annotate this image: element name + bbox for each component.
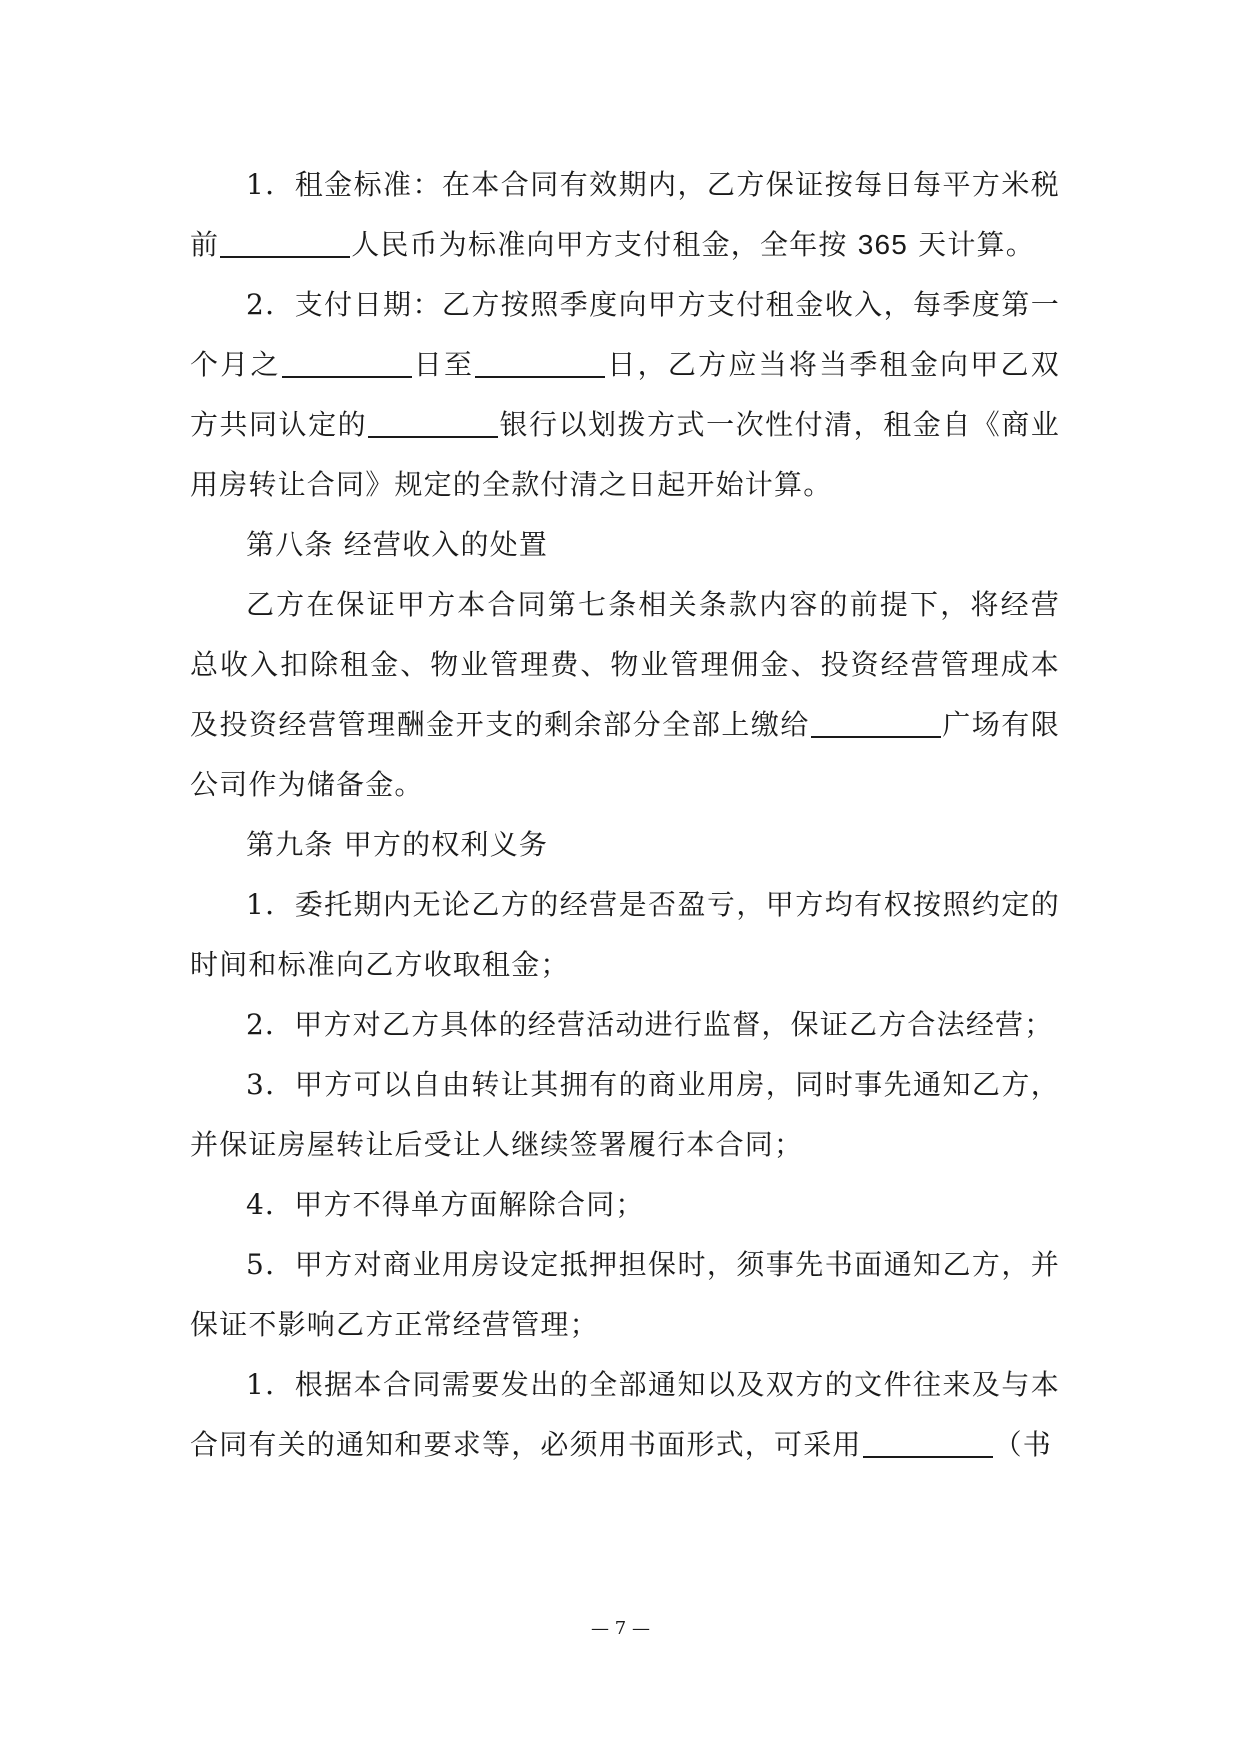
- days-number: 365: [857, 229, 909, 260]
- payment-date-paragraph: [190, 275, 1060, 515]
- obligation-item-5: 5．甲方对商业用房设定抵押担保时，须事先书面通知乙方，并保证不影响乙方正常经营管理；: [190, 1248, 1060, 1341]
- obligation-item-2: 2．甲方对乙方具体的经营活动进行监督，保证乙方合法经营；: [246, 1008, 1054, 1041]
- blank-line: [368, 406, 498, 438]
- text-run: 人民币为标准向甲方支付租金，全年按: [351, 228, 848, 261]
- text-run: 广场有限公司作为储备金。: [190, 708, 1061, 801]
- article-9-heading: 第九条 甲方的权利义务: [246, 828, 549, 861]
- blank-line: [475, 346, 605, 378]
- page-number: — 7 —: [591, 1618, 650, 1639]
- notice-paragraph: [190, 1355, 1060, 1475]
- document-page: [190, 155, 1060, 1475]
- blank-line: [220, 226, 350, 258]
- blank-line: [863, 1426, 993, 1458]
- text-run: 2．支付日期：乙方按照季度向甲方支付租金收入，每季度第一个月之: [190, 288, 1060, 381]
- text-run: 乙方在保证甲方本合同第七条相关条款内容的前提下，将经营总收入扣除租金、物业管理费、物业管理佣金、投资经营管理成本及投资经营管理酬金开支的剩余部分全部上缴给: [190, 588, 1060, 741]
- text-run: 1．租金标准：在本合同有效期内，乙方保证按每日每平方米税前: [190, 168, 1060, 261]
- rent-standard-paragraph: [190, 155, 1060, 275]
- income-disposal-paragraph: [190, 575, 1060, 815]
- blank-line: [811, 706, 941, 738]
- obligation-item-1: 1．委托期内无论乙方的经营是否盈亏，甲方均有权按照约定的时间和标准向乙方收取租金；: [190, 888, 1060, 981]
- text-run: （书: [993, 1428, 1053, 1461]
- blank-line: [282, 346, 412, 378]
- obligation-item-4: 4．甲方不得单方面解除合同；: [246, 1188, 645, 1221]
- text-run: 日至: [412, 348, 475, 381]
- obligation-item-3: 3．甲方可以自由转让其拥有的商业用房，同时事先通知乙方，并保证房屋转让后受让人继续签署履行本合同；: [190, 1068, 1060, 1161]
- text-run: 天计算。: [918, 228, 1035, 261]
- article-8-heading: 第八条 经营收入的处置: [246, 528, 549, 561]
- text-run: 银行以划拨方式一次性付清，租金自《商业用房转让合同》规定的全款付清之日起开始计算。: [190, 408, 1060, 501]
- text-run: 日，乙方应当将当季租金向甲乙双方共同认定的: [190, 348, 1060, 441]
- text-run: 1．根据本合同需要发出的全部通知以及双方的文件往来及与本合同有关的通知和要求等，必须用书面形式，可采用: [190, 1368, 1060, 1461]
